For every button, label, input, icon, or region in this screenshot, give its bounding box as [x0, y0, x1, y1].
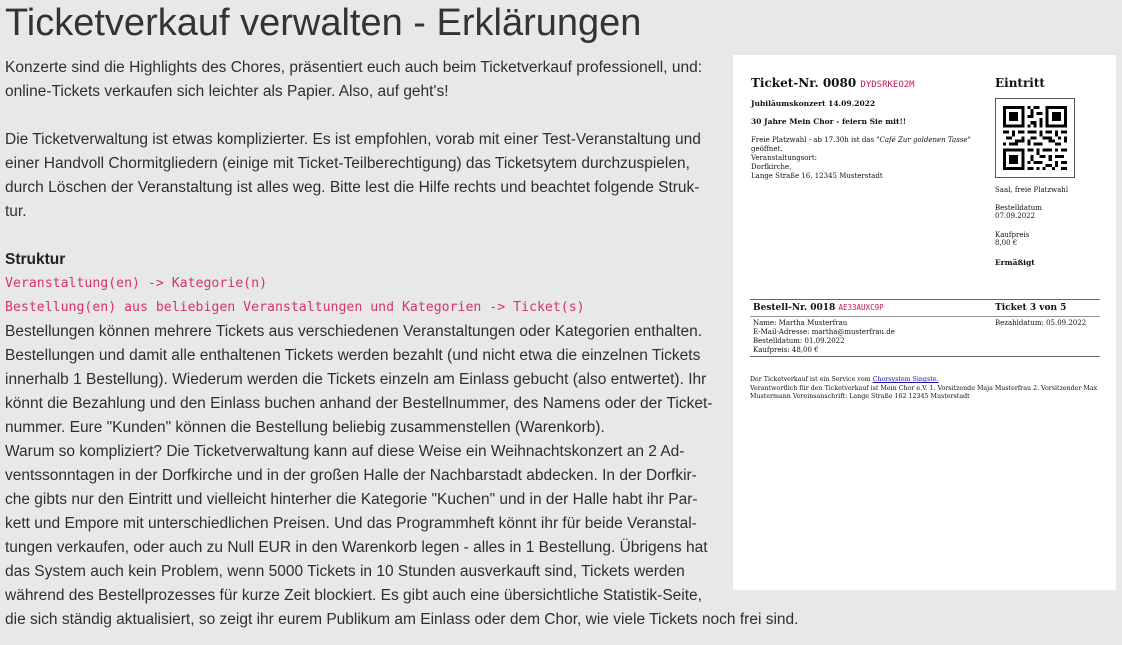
- divider: [750, 299, 1100, 300]
- ticket-venue-address: Lange Straße 16, 12345 Musterstadt: [751, 172, 883, 180]
- paragraph-line: kett und Empore mit unterschiedlichen Preisen. Und das Programmheft könnt ihr für beide Veranstal-: [5, 515, 697, 532]
- paid-date: Bezahldatum: 05.09.2022: [995, 319, 1087, 327]
- code-structure-events: Veranstaltung(en) -> Kategorie(n): [5, 276, 268, 291]
- ticket-category: Eintritt: [995, 76, 1045, 90]
- paragraph-line: die sich ständig aktualisiert, so zeigt ihr eurem Publikum am Einlass oder dem Chor, wie viele Tickets noch frei sind.: [5, 611, 799, 628]
- paragraph-line: innerhalb 1 Bestellung). Wiederum werden die Tickets einzeln am Einlass gebucht (also entwertet). Ihr: [5, 371, 707, 388]
- ticket-count: Ticket 3 von 5: [995, 303, 1067, 313]
- ticket-event: Jubiläumskonzert 14.09.2022: [751, 99, 876, 108]
- paragraph-line: Bestellungen können mehrere Tickets aus verschiedenen Veranstaltungen oder Kategorien enthalten.: [5, 323, 703, 340]
- paragraph-line: tur.: [5, 203, 27, 220]
- paragraph-line: durch Löschen der Veranstaltung ist alles weg. Bitte lest die Hilfe rechts und beachtet folgende Struk-: [5, 179, 700, 196]
- paragraph-line: könnt die Bezahlung und den Einlass buchen anhand der Bestellnummer, des Namens oder der Ticket-: [5, 395, 713, 412]
- page-title: Ticketverkauf verwalten - Erklärungen: [5, 2, 642, 44]
- divider: [750, 316, 1100, 317]
- footer-text: Der Ticketverkauf ist ein Service vom: [750, 376, 873, 383]
- ticket-info: [751, 136, 986, 181]
- ticket-motto: 30 Jahre Mein Chor - feiern Sie mit!!: [751, 117, 907, 126]
- ticket-info-cafe: "Café Zur goldenen Tasse": [876, 136, 971, 144]
- order-number: Bestell-Nr. 0018: [753, 303, 836, 313]
- paragraph-line: Bestellungen und damit alle enthaltenen Tickets werden bezahlt (und nicht etwa die einzelnen Tickets: [5, 347, 701, 364]
- ticket-number: Ticket-Nr. 0080: [751, 76, 857, 90]
- order-price: Kaufpreis: 48,00 €: [753, 346, 819, 354]
- paragraph-line: che gibts nur den Eintritt und vielleicht hinterher die Kategorie "Kuchen" und in der Halle habt ihr Par-: [5, 491, 698, 508]
- paragraph-line: nummer. Eure "Kunden" können die Bestellung beliebig zusammenstellen (Warenkorb).: [5, 419, 605, 436]
- divider: [750, 356, 1100, 357]
- ticket-footer: [750, 376, 1110, 402]
- order-email: E-Mail-Adresse: martha@musterfrau.de: [753, 328, 895, 336]
- paragraph-line: das System auch kein Problem, wenn 5000 Tickets in 10 Stunden ausverkauft sind, Tickets werden: [5, 563, 685, 580]
- footer-text: Mustermann Vereinsanschrift: Lange Straße 162 12345 Musterstadt: [750, 393, 970, 400]
- ticket-seat: Saal, freie Platzwahl: [995, 186, 1069, 194]
- chorsystem-link[interactable]: Chorsystem Singste.: [872, 376, 939, 383]
- order-date: Bestelldatum: 01.09.2022: [753, 337, 845, 345]
- paragraph-line: während des Bestellprozesses für kurze Zeit blockiert. Es gibt auch eine übersichtliche Statistik-Seite,: [5, 587, 702, 604]
- qr-code-icon: [995, 98, 1075, 178]
- order-name: Name: Martha Musterfrau: [753, 319, 848, 327]
- ticket-info-text: geöffnet.: [751, 145, 783, 153]
- paragraph-line: einer Handvoll Chormitgliedern (einige mit Ticket-Teilberechtigung) das Ticketsytem durchzuspielen,: [5, 155, 690, 172]
- ticket-number-line: [751, 76, 915, 90]
- intro-line: online-Tickets verkaufen sich leichter als Papier. Also, auf geht's!: [5, 83, 449, 100]
- explanation-text: [5, 56, 720, 608]
- ticket-discount: Ermäßigt: [995, 258, 1035, 267]
- ticket-code: DYDSRKEO2M: [860, 80, 915, 90]
- footer-text: Verantwortlich für den Ticketverkauf ist Mein Chor e.V. 1. Vorsitzende Maja Musterfrau 2. Vorsitzender Max: [750, 384, 1098, 392]
- ticket-venue-name: Dorfkirche,: [751, 163, 792, 171]
- ticket-venue-label: Veranstaltungsort:: [751, 154, 818, 162]
- paragraph-line: Warum so kompliziert? Die Ticketverwaltung kann auf diese Weise ein Weihnachtskonzert an 2 Ad-: [5, 443, 685, 460]
- ticket-preview: [733, 55, 1116, 590]
- code-structure-orders: Bestellung(en) aus beliebigen Veranstaltungen und Kategorien -> Ticket(s): [5, 300, 585, 315]
- paragraph-line: Die Ticketverwaltung ist etwas komplizierter. Es ist empfohlen, vorab mit einer Test-Veranstaltung und: [5, 131, 701, 148]
- order-number-line: [753, 303, 884, 313]
- ticket-order-date: 07.09.2022: [995, 212, 1036, 220]
- paragraph-line: tungen verkaufen, oder auch zu Null EUR in den Warenkorb legen - alles in 1 Bestellung. Übrigens hat: [5, 539, 708, 556]
- ticket-info-text: Freie Platzwahl - ab 17.30h ist das: [751, 136, 877, 144]
- order-details: [753, 319, 895, 355]
- ticket-order-date-label: Bestelldatum: [995, 204, 1042, 212]
- intro-line: Konzerte sind die Highlights des Chores, präsentiert euch auch beim Ticketverkauf professionell, und:: [5, 59, 703, 76]
- paragraph-line: ventssonntagen in der Dorfkirche und in der großen Halle der Nachbarstadt abdecken. In der Dorfkir-: [5, 467, 697, 484]
- order-code: AE33AUXC9P: [838, 303, 884, 312]
- ticket-price-label: Kaufpreis: [995, 231, 1030, 239]
- ticket-price: 8,00 €: [995, 239, 1018, 247]
- struktur-heading: Struktur: [5, 251, 66, 268]
